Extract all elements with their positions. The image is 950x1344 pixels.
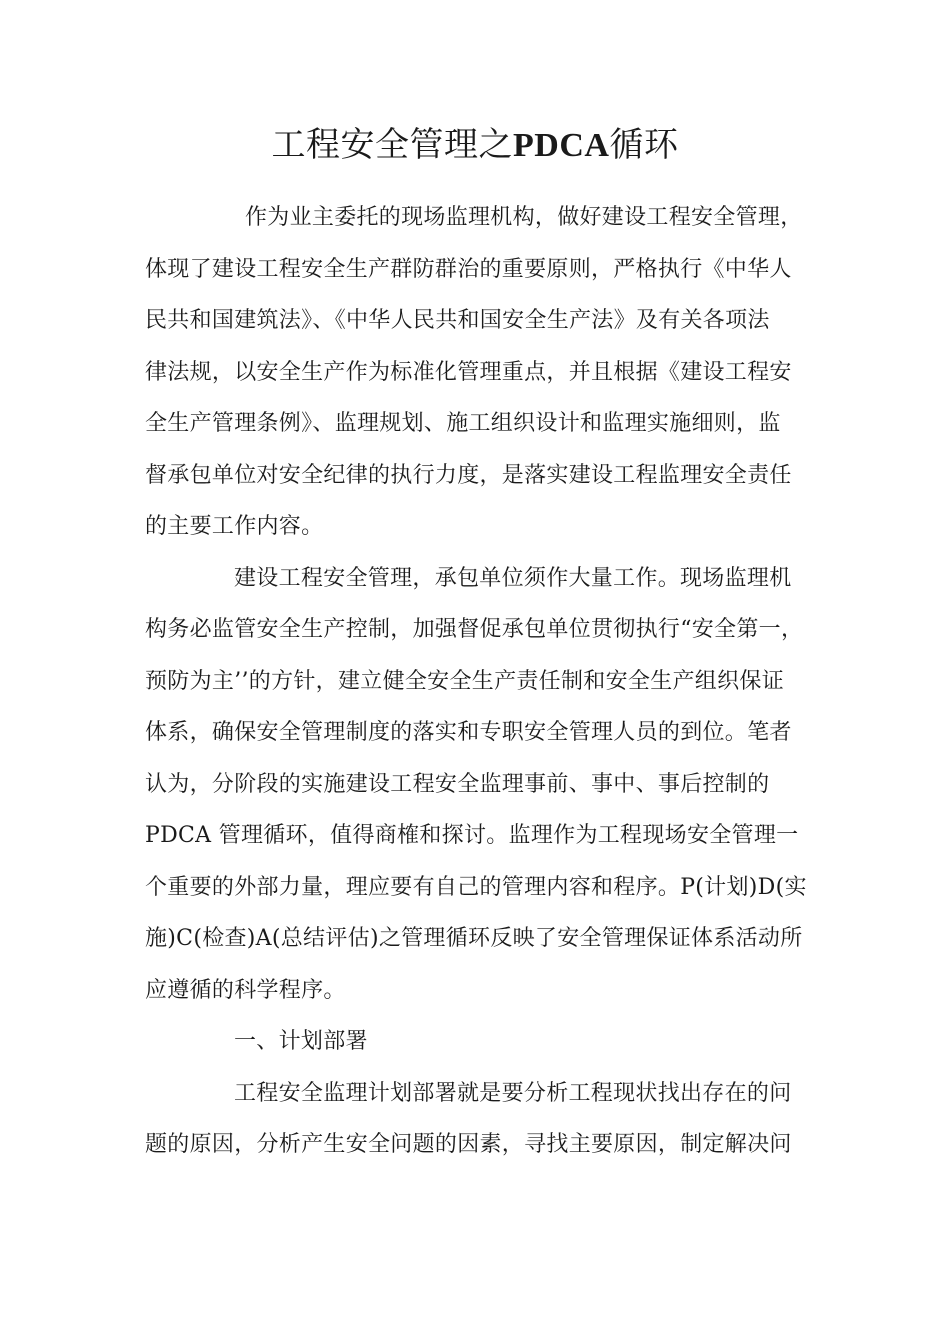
text-line: 体系，确保安全管理制度的落实和专职安全管理人员的到位。笔者 [145,720,792,745]
text-line: 民共和国建筑法》、《中华人民共和国安全生产法》及有关各项法 [145,308,770,333]
document-body [145,192,805,1171]
text-line: 工程安全监理计划部署就是要分析工程现状找出存在的问 [234,1080,792,1106]
text-line: 施)C(检查)A(总结评估)之管理循环反映了安全管理保证体系活动所 [145,926,803,951]
text-line: 应遵循的科学程序。 [145,977,346,1003]
text-line: 建设工程安全管理，承包单位须作大量工作。现场监理机 [234,565,792,591]
text-line: 题的原因，分析产生安全问题的因素，寻找主要原因，制定解决问 [145,1132,792,1157]
text-line: 作为业主委托的现场监理机构，做好建设工程安全管理， [245,205,803,230]
text-line: 预防为主’’的方针，建立健全安全生产责任制和安全生产组织保证 [145,668,784,694]
text-line: 律法规，以安全生产作为标准化管理重点，并且根据《建设工程安 [145,359,792,385]
document-title [0,122,950,169]
section-heading: 一、计划部署 [234,1029,368,1054]
text-line: PDCA 管理循环，值得商榷和探讨。监理作为工程现场安全管理一 [145,823,799,848]
text-line: 个重要的外部力量，理应要有自己的管理内容和程序。P(计划)D(实 [145,874,807,900]
text-line: 认为，分阶段的实施建设工程安全监理事前、事中、事后控制的 [145,771,770,797]
text-line: 的主要工作内容。 [145,514,324,539]
text-line: 体现了建设工程安全生产群防群治的重要原则，严格执行《中华人 [145,256,792,282]
text-line: 构务必监管安全生产控制，加强督促承包单位贯彻执行“安全第一， [145,617,804,642]
text-line: 督承包单位对安全纪律的执行力度，是落实建设工程监理安全责任 [145,462,792,488]
text-line: 全生产管理条例》、监理规划、施工组织设计和监理实施细则，监 [145,411,781,436]
title-suffix: 循环 [609,125,679,165]
title-prefix: 工程安全管理之 [271,125,514,165]
title-bold: PDCA [513,127,610,164]
